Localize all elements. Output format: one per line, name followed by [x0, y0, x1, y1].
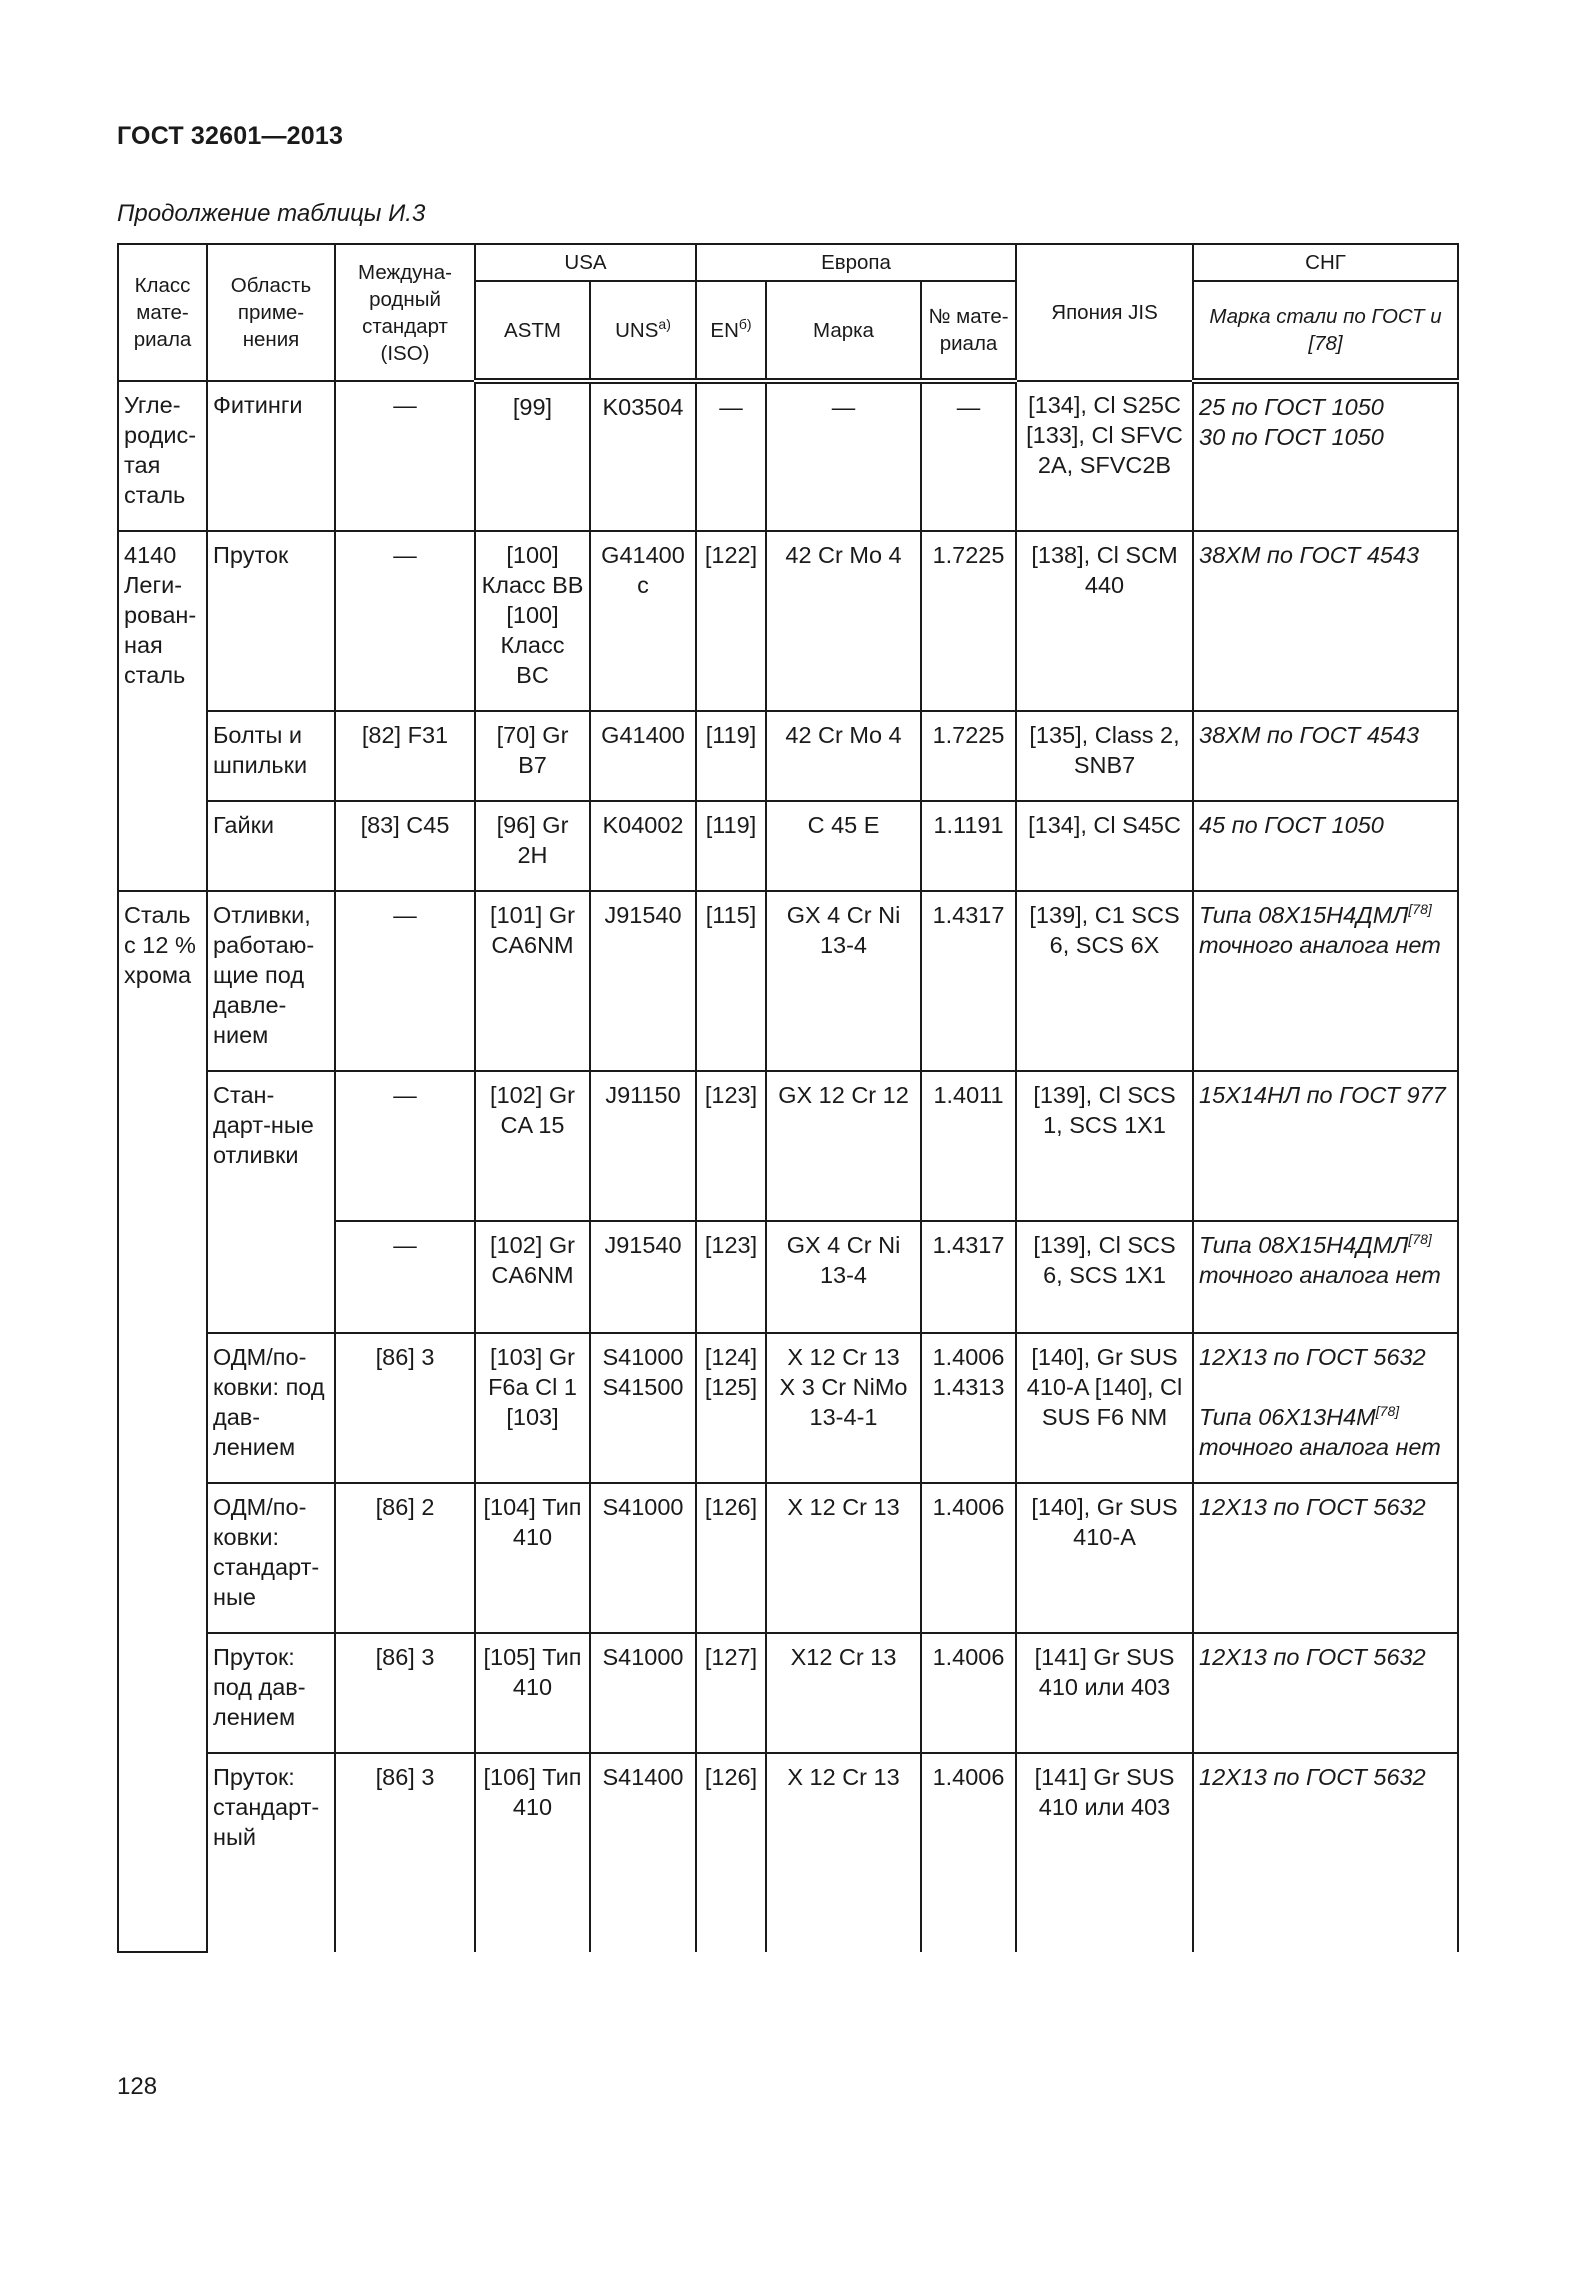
cell-astm: [102] Gr CA6NM [475, 1221, 590, 1333]
uns-line: S41500 [602, 1374, 684, 1400]
col-header-uns [590, 281, 696, 381]
cell-iso: [86] 2 [335, 1483, 475, 1633]
cell-iso: — [335, 381, 475, 531]
cell-material-no: 1.7225 [921, 711, 1016, 801]
cell-iso: — [335, 891, 475, 1071]
cell-application: Фитинги [207, 381, 335, 531]
cell-astm: [104] Тип 410 [475, 1483, 590, 1633]
cell-jis: [140], Gr SUS 410-A [140], Cl SUS F6 NM [1016, 1333, 1193, 1483]
cell-cis [1193, 1221, 1458, 1333]
steel-grades-table [117, 243, 1459, 1953]
col-header-astm: ASTM [475, 281, 590, 381]
cell-jis: [141] Gr SUS 410 или 403 [1016, 1633, 1193, 1753]
col-header-europe: Европа [696, 244, 1016, 281]
cell-astm: [96] Gr 2H [475, 801, 590, 891]
cell-uns: S41000 [590, 1633, 696, 1753]
cell-grade: X12 Cr 13 [766, 1633, 921, 1753]
cell-cis: 12Х13 по ГОСТ 5632 [1193, 1753, 1458, 1952]
table-row [118, 381, 1458, 531]
cell-cis [1193, 891, 1458, 1071]
cell-cis: 38ХМ по ГОСТ 4543 [1193, 711, 1458, 801]
cell-jis: [134], Cl S45C [1016, 801, 1193, 891]
en-footnote-mark: б) [738, 315, 752, 332]
group-chrome-steel: Сталь с 12 % хрома [118, 891, 207, 1952]
col-header-cis-grade: Марка стали по ГОСТ и [78] [1193, 281, 1458, 381]
cell-jis: [135], Class 2, SNB7 [1016, 711, 1193, 801]
mat-no-line: 1.4006 [932, 1344, 1005, 1370]
table-header [118, 244, 1458, 381]
cell-application: Стан-дарт-ные отливки [207, 1071, 335, 1333]
cell-application: ОДМ/по-ковки: стандарт-ные [207, 1483, 335, 1633]
cell-material-no: 1.4006 [921, 1483, 1016, 1633]
table-row [118, 1483, 1458, 1633]
cell-iso: [86] 3 [335, 1753, 475, 1952]
cell-iso: — [335, 1221, 475, 1333]
cell-grade: GX 4 Cr Ni 13-4 [766, 1221, 921, 1333]
uns-line: S41000 [602, 1344, 684, 1370]
cell-uns: J91540 [590, 891, 696, 1071]
cell-uns: G41400c [590, 531, 696, 711]
cell-material-no: 1.4006 [921, 1753, 1016, 1952]
cell-astm: [106] Тип 410 [475, 1753, 590, 1952]
cell-cis: 12Х13 по ГОСТ 5632 [1193, 1483, 1458, 1633]
cell-en: [123] [696, 1071, 766, 1221]
cell-uns: K03504 [590, 381, 696, 531]
page-number: 128 [117, 2073, 158, 2100]
cell-jis: [138], Cl SCM 440 [1016, 531, 1193, 711]
cell-material-no [921, 1333, 1016, 1483]
table-row [118, 801, 1458, 891]
cell-uns: J91150 [590, 1071, 696, 1221]
cell-grade: — [766, 381, 921, 531]
cell-iso: [83] C45 [335, 801, 475, 891]
cell-material-no: 1.1191 [921, 801, 1016, 891]
cell-en: [126] [696, 1483, 766, 1633]
cell-iso: — [335, 531, 475, 711]
cell-material-no: 1.7225 [921, 531, 1016, 711]
cell-uns: K04002 [590, 801, 696, 891]
cell-en: [119] [696, 801, 766, 891]
table-row [118, 711, 1458, 801]
cell-grade: C 45 E [766, 801, 921, 891]
cis-note: точного аналога нет [1199, 1262, 1441, 1288]
cis-line: 25 по ГОСТ 1050 [1199, 394, 1384, 420]
cell-iso: — [335, 1071, 475, 1221]
table-row [118, 531, 1458, 711]
cell-astm: [70] Gr B7 [475, 711, 590, 801]
cell-material-no: — [921, 381, 1016, 531]
col-header-iso: Междуна-родный стандарт (ISO) [335, 244, 475, 381]
cell-jis: [139], Cl SCS 1, SCS 1X1 [1016, 1071, 1193, 1221]
col-header-application: Область приме-нения [207, 244, 335, 381]
col-header-usa: USA [475, 244, 696, 281]
cell-material-no: 1.4006 [921, 1633, 1016, 1753]
cell-grade [766, 1333, 921, 1483]
cell-iso: [86] 3 [335, 1633, 475, 1753]
cell-jis: [140], Gr SUS 410-A [1016, 1483, 1193, 1633]
cell-en: [127] [696, 1633, 766, 1753]
en-label: EN [710, 318, 739, 342]
col-header-en [696, 281, 766, 381]
table-caption: Продолжение таблицы И.3 [117, 200, 426, 227]
document-title: ГОСТ 32601—2013 [117, 122, 344, 150]
cell-grade: 42 Cr Mo 4 [766, 531, 921, 711]
cell-astm: [102] Gr CA 15 [475, 1071, 590, 1221]
cell-application: Пруток: под дав-лением [207, 1633, 335, 1753]
cell-application: Пруток: стандарт-ный [207, 1753, 335, 1952]
uns-footnote-mark: а) [658, 315, 671, 332]
cis-text: Типа 08Х15Н4ДМЛ [1199, 902, 1409, 928]
cell-cis [1193, 1333, 1458, 1483]
cell-material-no: 1.4317 [921, 1221, 1016, 1333]
cell-uns: S41400 [590, 1753, 696, 1952]
cell-application: Болты и шпильки [207, 711, 335, 801]
cis-note: точного аналога нет [1199, 1434, 1441, 1460]
cell-astm: [105] Тип 410 [475, 1633, 590, 1753]
cis-ref: [78] [1375, 1403, 1400, 1420]
cell-astm: [99] [475, 381, 590, 531]
col-header-cis: СНГ [1193, 244, 1458, 281]
en-line: [125] [704, 1374, 758, 1400]
cell-en [696, 1333, 766, 1483]
cell-application: ОДМ/по-ковки: под дав-лением [207, 1333, 335, 1483]
cell-en: [126] [696, 1753, 766, 1952]
cell-application: Гайки [207, 801, 335, 891]
grade-line: X 12 Cr 13 [787, 1344, 900, 1370]
cis-ref: [78] [1408, 1231, 1432, 1248]
col-header-material-no: № мате-риала [921, 281, 1016, 381]
cis-text: Типа 08Х15Н4ДМЛ [1199, 1232, 1409, 1258]
cell-astm: [100] Класс BB [100] Класс BC [475, 531, 590, 711]
cell-jis: [134], Cl S25C [133], Cl SFVC 2A, SFVC2B [1016, 381, 1193, 531]
cis-ref: [78] [1408, 901, 1432, 918]
cell-grade: X 12 Cr 13 [766, 1483, 921, 1633]
cis-text: Типа 06Х13Н4М [1199, 1404, 1376, 1430]
cell-jis: [141] Gr SUS 410 или 403 [1016, 1753, 1193, 1952]
cell-uns [590, 1333, 696, 1483]
col-header-japan: Япония JIS [1016, 244, 1193, 381]
cell-uns: G41400 [590, 711, 696, 801]
cell-cis [1193, 381, 1458, 531]
group-alloy-steel: 4140 Леги-рован-ная сталь [118, 531, 207, 891]
table-row [118, 1633, 1458, 1753]
cell-material-no: 1.4317 [921, 891, 1016, 1071]
cell-en: [119] [696, 711, 766, 801]
table-row [118, 1071, 1458, 1221]
cis-note: точного аналога нет [1199, 932, 1441, 958]
cis-line [1199, 1402, 1452, 1462]
cis-line: 30 по ГОСТ 1050 [1199, 424, 1384, 450]
grade-line: X 3 Cr NiMo 13-4-1 [779, 1374, 908, 1430]
cell-uns: J91540 [590, 1221, 696, 1333]
group-carbon-steel: Угле-родис-тая сталь [118, 381, 207, 531]
table-row [118, 1333, 1458, 1483]
en-line: [124] [704, 1344, 758, 1370]
cell-iso: [82] F31 [335, 711, 475, 801]
cell-uns: S41000 [590, 1483, 696, 1633]
cell-application: Отливки, работаю-щие под давле-нием [207, 891, 335, 1071]
cell-cis: 45 по ГОСТ 1050 [1193, 801, 1458, 891]
cell-grade: GX 4 Cr Ni 13-4 [766, 891, 921, 1071]
cell-material-no: 1.4011 [921, 1071, 1016, 1221]
cell-jis: [139], Cl SCS 6, SCS 1X1 [1016, 1221, 1193, 1333]
cell-application: Пруток [207, 531, 335, 711]
cell-grade: 42 Cr Mo 4 [766, 711, 921, 801]
cell-en: [122] [696, 531, 766, 711]
cell-astm: [103] Gr F6a Cl 1 [103] [475, 1333, 590, 1483]
uns-label: UNS [615, 318, 659, 342]
cell-astm: [101] Gr CA6NM [475, 891, 590, 1071]
cell-en: — [696, 381, 766, 531]
col-header-grade: Марка [766, 281, 921, 381]
table-row [118, 1753, 1458, 1952]
cell-en: [123] [696, 1221, 766, 1333]
cell-cis: 12Х13 по ГОСТ 5632 [1193, 1633, 1458, 1753]
table-row [118, 891, 1458, 1071]
cell-en: [115] [696, 891, 766, 1071]
cis-line: 12Х13 по ГОСТ 5632 [1199, 1344, 1426, 1370]
cell-grade: X 12 Cr 13 [766, 1753, 921, 1952]
cell-jis: [139], C1 SCS 6, SCS 6X [1016, 891, 1193, 1071]
cell-cis: 15Х14НЛ по ГОСТ 977 [1193, 1071, 1458, 1221]
cell-iso: [86] 3 [335, 1333, 475, 1483]
mat-no-line: 1.4313 [932, 1374, 1005, 1400]
col-header-material-class: Класс мате-риала [118, 244, 207, 381]
cell-cis: 38ХМ по ГОСТ 4543 [1193, 531, 1458, 711]
cell-grade: GX 12 Cr 12 [766, 1071, 921, 1221]
